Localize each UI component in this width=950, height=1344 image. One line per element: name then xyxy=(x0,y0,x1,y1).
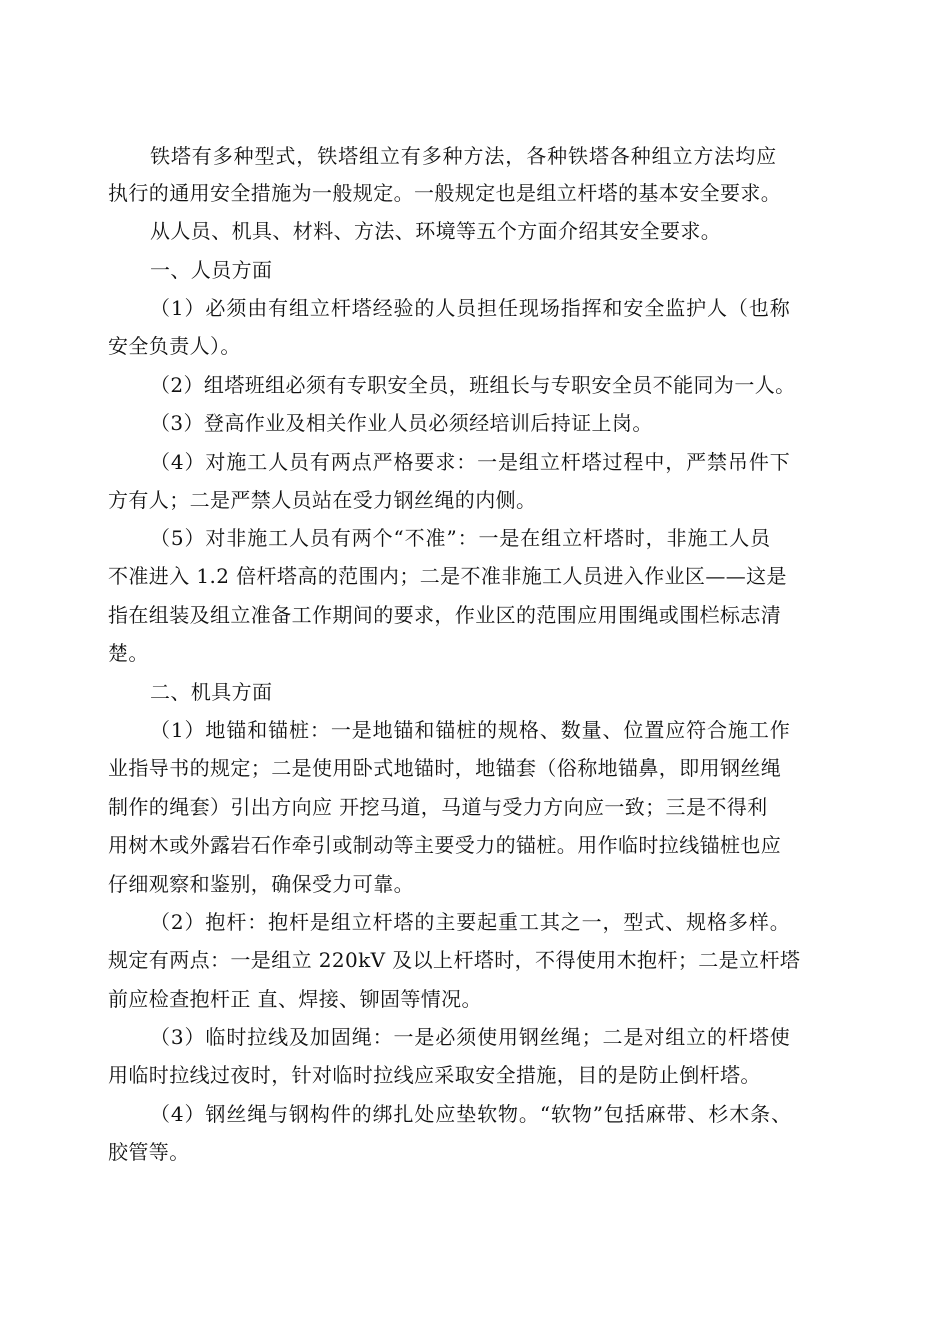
item-personnel-2: （2）组塔班组必须有专职安全员，班组长与专职安全员不能同为一人。 xyxy=(150,373,796,397)
item-equipment-2-line-2: 规定有两点：一是组立 220kV 及以上杆塔时，不得使用木抱杆；二是立杆塔 xyxy=(108,948,801,972)
item-personnel-3: （3）登高作业及相关作业人员必须经培训后持证上岗。 xyxy=(150,411,653,435)
item-personnel-1-line-1: （1）必须由有组立杆塔经验的人员担任现场指挥和安全监护人（也称 xyxy=(150,296,791,320)
item-equipment-4-line-2: 胶管等。 xyxy=(108,1140,190,1164)
item-personnel-5-line-4: 楚。 xyxy=(108,641,149,665)
item-equipment-3-line-2: 用临时拉线过夜时，针对临时拉线应采取安全措施，目的是防止倒杆塔。 xyxy=(108,1063,761,1087)
item-equipment-3-line-1: （3）临时拉线及加固绳：一是必须使用钢丝绳；二是对组立的杆塔使 xyxy=(150,1025,791,1049)
item-equipment-1-line-2: 业指导书的规定；二是使用卧式地锚时，地锚套（俗称地锚鼻，即用钢丝绳 xyxy=(108,756,782,780)
item-equipment-1-line-5: 仔细观察和鉴别，确保受力可靠。 xyxy=(108,872,414,896)
item-equipment-2-line-1: （2）抱杆：抱杆是组立杆塔的主要起重工其之一，型式、规格多样。 xyxy=(150,910,791,934)
item-equipment-2-line-3: 前应检查抱杆正 直、焊接、铆固等情况。 xyxy=(108,987,482,1011)
item-personnel-1-line-2: 安全负责人）。 xyxy=(108,334,241,358)
paragraph-intro-line-1: 铁塔有多种型式，铁塔组立有多种方法，各种铁塔各种组立方法均应 xyxy=(150,144,777,168)
item-personnel-5-line-1: （5）对非施工人员有两个“不准”：一是在组立杆塔时，非施工人员 xyxy=(150,526,772,550)
paragraph-overview: 从人员、机具、材料、方法、环境等五个方面介绍其安全要求。 xyxy=(150,219,722,243)
item-personnel-5-line-2: 不准进入 1.2 倍杆塔高的范围内；二是不准非施工人员进入作业区——这是 xyxy=(108,564,787,588)
item-equipment-1-line-3: 制作的绳套）引出方向应 开挖马道，马道与受力方向应一致；三是不得利 xyxy=(108,795,768,819)
item-equipment-4-line-1: （4）钢丝绳与钢构件的绑扎处应垫软物。“软物”包括麻带、杉木条、 xyxy=(150,1102,792,1126)
item-personnel-5-line-3: 指在组装及组立准备工作期间的要求，作业区的范围应用围绳或围栏标志清 xyxy=(108,603,782,627)
item-equipment-1-line-4: 用树木或外露岩石作牵引或制动等主要受力的锚桩。用作临时拉线锚桩也应 xyxy=(108,833,782,857)
item-personnel-4-line-2: 方有人；二是严禁人员站在受力钢丝绳的内侧。 xyxy=(108,488,537,512)
paragraph-intro-line-2: 执行的通用安全措施为一般规定。一般规定也是组立杆塔的基本安全要求。 xyxy=(108,181,782,205)
item-personnel-4-line-1: （4）对施工人员有两点严格要求：一是组立杆塔过程中，严禁吊件下 xyxy=(150,450,791,474)
section-heading-personnel: 一、人员方面 xyxy=(150,258,273,282)
section-heading-equipment: 二、机具方面 xyxy=(150,680,273,704)
item-equipment-1-line-1: （1）地锚和锚桩：一是地锚和锚桩的规格、数量、位置应符合施工作 xyxy=(150,718,791,742)
